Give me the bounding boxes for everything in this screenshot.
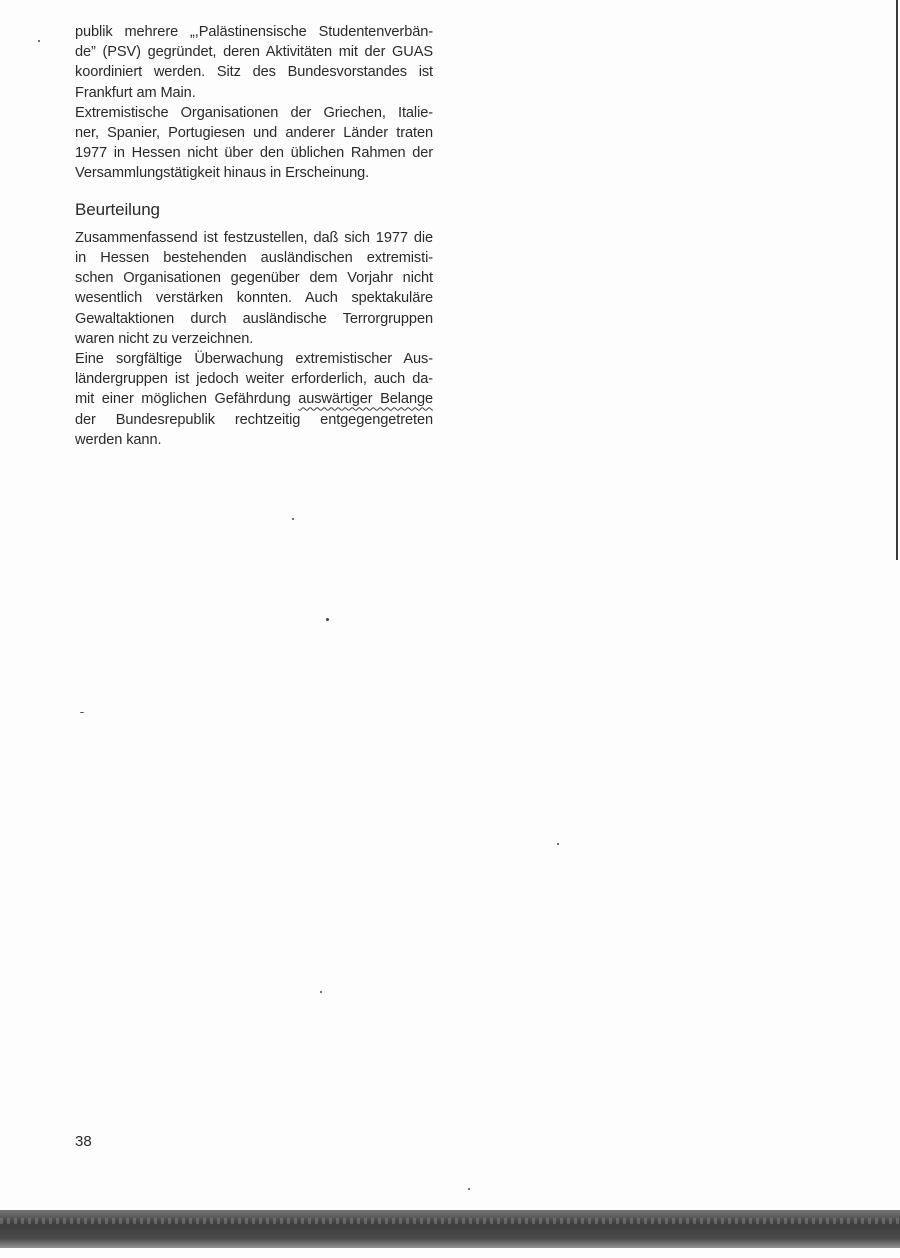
scan-shadow-band [0, 1210, 900, 1248]
page-number: 38 [75, 1133, 92, 1150]
text-line: ner, Spanier, Portugiesen und anderer Länder traten [75, 125, 433, 142]
scan-edge-line [896, 0, 898, 560]
text-line: Extremistische Organisationen der Griechen, Italie- [75, 104, 433, 121]
scan-speck [557, 843, 559, 845]
text-line: de” (PSV) gegründet, deren Aktivitäten mit der GUAS [75, 44, 433, 61]
text-line: der Bundesrepublik rechtzeitig entgegengetreten [75, 411, 433, 428]
scan-speck [468, 1188, 470, 1190]
scan-speck [320, 991, 322, 993]
scan-speck [292, 518, 294, 520]
text-line: Frankfurt am Main. [75, 84, 196, 101]
text-line: werden kann. [75, 431, 162, 448]
text-line: in Hessen bestehenden ausländischen extremisti- [75, 250, 433, 267]
text-line: Versammlungstätigkeit hinaus in Erscheinung. [75, 165, 370, 182]
text-line: waren nicht zu verzeichnen. [75, 330, 254, 347]
text-line: Eine sorgfältige Überwachung extremistischer Aus- [75, 351, 433, 368]
text-line: ländergruppen ist jedoch weiter erforderlich, auch da- [75, 371, 433, 388]
text-column [75, 22, 433, 450]
text-line: koordiniert werden. Sitz des Bundesvorstandes ist [75, 64, 433, 81]
text-segment: mit einer möglichen Gefährdung [75, 391, 299, 408]
handwritten-underline: auswärtiger Belange [298, 391, 433, 408]
scan-speck [326, 618, 329, 621]
paragraph-summary [75, 228, 433, 349]
text-line: 1977 in Hessen nicht über den üblichen Rahmen der [75, 145, 433, 162]
text-line: Zusammenfassend ist festzustellen, daß sich 1977 die [75, 229, 433, 246]
paragraph-foreign-organisations [75, 103, 433, 184]
text-line: schen Organisationen gegenüber dem Vorjahr nicht [75, 270, 433, 287]
text-line [75, 389, 433, 409]
text-line: publik mehrere „,Palästinensische Studentenverbän- [75, 24, 433, 40]
text-line: wesentlich verstärken konnten. Auch spektakuläre [75, 290, 433, 307]
section-heading: Beurteilung [75, 199, 160, 219]
text-line: Gewaltaktionen durch ausländische Terrorgruppen [75, 310, 433, 327]
paragraph-intro [75, 22, 433, 103]
scan-speck [80, 712, 84, 713]
scan-speck [38, 40, 40, 42]
paragraph-surveillance [75, 349, 433, 450]
